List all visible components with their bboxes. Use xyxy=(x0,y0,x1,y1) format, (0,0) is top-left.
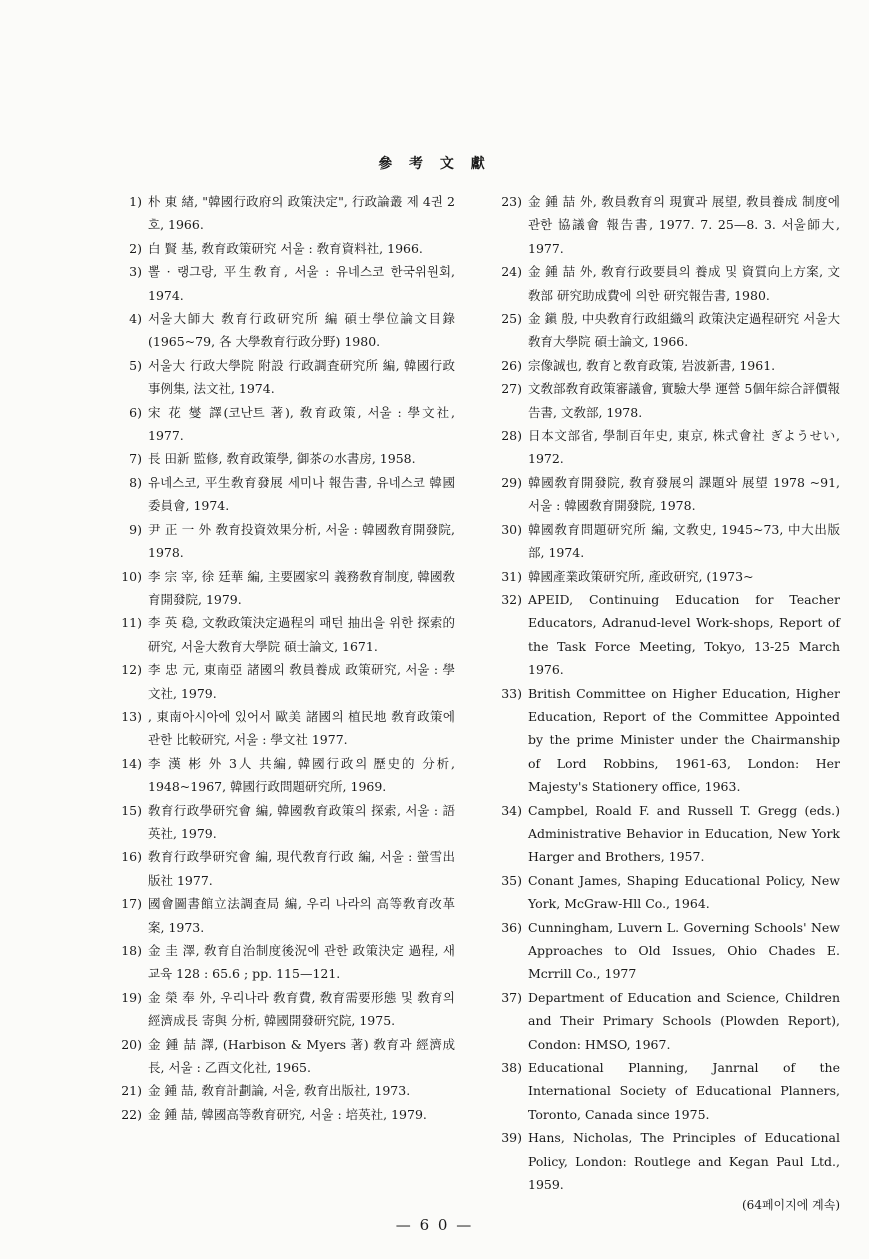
reference-text: Educational Planning, Janrnal of the International Society of Educational Planners, Toronto, Canada since 1975. xyxy=(528,1060,840,1122)
reference-number: 14) xyxy=(121,755,142,771)
reference-text: 宗像誠也, 敎育と敎育政策, 岩波新書, 1961. xyxy=(528,357,776,373)
reference-item xyxy=(110,752,455,799)
reference-number: 18) xyxy=(121,943,142,958)
reference-text: 서울大師大 敎育行政研究所 編 碩士學位論文目錄 (1965~79, 各 大學敎育行政分野) 1980. xyxy=(148,311,455,350)
reference-item xyxy=(490,354,840,377)
reference-item xyxy=(110,611,455,658)
reference-item xyxy=(110,845,455,892)
reference-text: 宋 花 燮 譯(코난트 著), 敎育政策, 서울 : 學文社, 1977. xyxy=(148,404,455,444)
reference-item xyxy=(110,471,455,518)
reference-text: 金 圭 澤, 敎育自治制度後況에 관한 政策決定 過程, 새교육 128 : 65.6 ; pp. 115—121. xyxy=(148,943,455,982)
reference-item xyxy=(490,424,840,471)
reference-number: 8) xyxy=(129,474,142,490)
reference-item xyxy=(490,799,840,869)
reference-number: 36) xyxy=(501,919,522,935)
reference-number: 15) xyxy=(121,802,142,818)
reference-number: 1) xyxy=(129,194,142,209)
reference-item xyxy=(490,190,840,260)
reference-item xyxy=(490,260,840,307)
reference-item xyxy=(110,260,455,307)
reference-item xyxy=(490,518,840,565)
reference-number: 25) xyxy=(501,311,522,327)
reference-number: 21) xyxy=(121,1083,142,1099)
reference-number: 29) xyxy=(501,474,522,490)
reference-number: 7) xyxy=(129,451,142,467)
reference-item xyxy=(490,1056,840,1126)
reference-number: 27) xyxy=(501,381,522,397)
reference-number: 6) xyxy=(129,404,142,420)
reference-text: 金 鍾 喆 外, 敎育行政要員의 養成 및 資質向上方案, 文敎部 研究助成費에 의한 研究報告書, 1980. xyxy=(528,264,840,303)
reference-text: , 東南아시아에 있어서 歐美 諸國의 植民地 敎育政策에 관한 比較研究, 서울 : 學文社 1977. xyxy=(148,708,455,748)
reference-text: 文敎部敎育政策審議會, 實驗大學 運營 5個年綜合評價報告書, 文敎部, 1978. xyxy=(528,381,840,420)
reference-item xyxy=(110,518,455,565)
reference-item xyxy=(110,705,455,752)
reference-item xyxy=(110,307,455,354)
reference-text: 金 鍾 喆, 韓國高等敎育研究, 서울 : 培英社, 1979. xyxy=(148,1106,427,1122)
reference-item xyxy=(490,869,840,916)
reference-text: 朴 東 緖, "韓國行政府의 政策決定", 行政論叢 제 4권 2호, 1966. xyxy=(148,194,455,233)
reference-item xyxy=(490,1126,840,1196)
reference-text: 李 忠 元, 東南亞 諸國의 敎員養成 政策研究, 서울 : 學文社, 1979. xyxy=(148,662,455,701)
reference-number: 28) xyxy=(501,428,522,444)
references-right-column xyxy=(490,190,840,1213)
reference-number: 33) xyxy=(501,685,522,701)
reference-item xyxy=(110,237,455,260)
page-title: 參 考 文 獻 xyxy=(378,156,491,172)
reference-item xyxy=(490,682,840,799)
reference-text: 敎育行政學研究會 編, 韓國敎育政策의 探索, 서울 : 語英社, 1979. xyxy=(148,802,455,841)
reference-text: 金 鍾 喆, 敎育計劃論, 서울, 敎育出版社, 1973. xyxy=(148,1083,411,1099)
reference-number: 32) xyxy=(501,591,522,607)
reference-number: 35) xyxy=(501,872,522,888)
reference-text: 李 宗 宰, 徐 廷華 編, 主要國家의 義務敎育制度, 韓國敎育開發院, 1979. xyxy=(148,568,455,607)
reference-number: 19) xyxy=(121,989,142,1005)
reference-text: Cunningham, Luvern L. Governing Schools' New Approaches to Old Issues, Ohio Chades E. Mcrrill Co., 1977 xyxy=(528,919,840,982)
reference-item xyxy=(110,939,455,986)
reference-number: 34) xyxy=(501,802,522,818)
reference-text: 國會圖書館立法調査局 編, 우리 나라의 高等敎育改革案, 1973. xyxy=(148,896,455,935)
reference-item xyxy=(490,565,840,588)
reference-item xyxy=(110,1103,455,1126)
reference-number: 9) xyxy=(129,521,142,537)
references-left-column xyxy=(110,190,455,1126)
reference-number: 30) xyxy=(501,521,522,537)
reference-item xyxy=(490,471,840,518)
reference-item xyxy=(110,447,455,470)
reference-number: 26) xyxy=(501,357,522,373)
reference-text: 白 賢 基, 敎育政策研究 서울 : 敎育資料社, 1966. xyxy=(148,240,423,256)
reference-item xyxy=(110,354,455,401)
reference-text: Hans, Nicholas, The Principles of Educational Policy, London: Routlege and Kegan Paul Ltd., 1959. xyxy=(528,1130,840,1193)
reference-number: 38) xyxy=(501,1060,522,1076)
reference-text: 長 田新 監修, 敎育政策學, 御茶の水書房, 1958. xyxy=(148,451,416,467)
reference-text: 뽈 · 랭그랑, 平生敎育, 서울 : 유네스코 한국위원회, 1974. xyxy=(148,264,455,303)
reference-number: 37) xyxy=(501,989,522,1005)
reference-number: 22) xyxy=(121,1106,142,1122)
reference-number: 10) xyxy=(121,568,142,584)
reference-text: 韓國敎育開發院, 敎育發展의 課題와 展望 1978 ~91, 서울 : 韓國敎育開發院, 1978. xyxy=(528,474,840,514)
reference-text: 韓國敎育問題研究所 編, 文敎史, 1945~73, 中大出版部, 1974. xyxy=(528,521,840,561)
reference-item xyxy=(110,892,455,939)
reference-number: 2) xyxy=(129,240,142,256)
reference-text: 李 英 稳, 文敎政策決定過程의 패턴 抽出을 위한 探索的 研究, 서울大敎育大學院 碩士論文, 1671. xyxy=(148,615,455,654)
reference-number: 11) xyxy=(121,615,142,631)
reference-text: 敎育行政學研究會 編, 現代敎育行政 編, 서울 : 螢雪出版社 1977. xyxy=(148,849,455,888)
reference-text: 金 榮 奉 外, 우리나라 敎育費, 敎育需要形態 및 敎育의 經濟成長 寄與 分析, 韓國開發研究院, 1975. xyxy=(148,989,455,1029)
reference-text: 李 漢 彬 外 3人 共編, 韓國行政의 歷史的 分析, 1948~1967, 韓國行政問題研究所, 1969. xyxy=(148,755,455,795)
continued-note: (64페이지에 계속) xyxy=(742,1198,840,1213)
reference-number: 17) xyxy=(121,896,142,912)
reference-item xyxy=(490,916,840,986)
reference-text: 尹 正 一 外 敎育投資效果分析, 서울 : 韓國敎育開發院, 1978. xyxy=(148,521,455,561)
reference-text: 金 鍾 喆 譯, (Harbison & Myers 著) 敎育과 經濟成長, 서울 : 乙酉文化社, 1965. xyxy=(148,1036,455,1076)
reference-item xyxy=(110,799,455,846)
reference-item xyxy=(110,401,455,448)
reference-item xyxy=(110,565,455,612)
reference-number: 24) xyxy=(501,264,522,280)
reference-text: APEID, Continuing Education for Teacher Educators, Adranud-level Work-shops, Report of the Task Force Meeting, Tokyo, 13-25 March 1976. xyxy=(528,591,840,678)
reference-text: 유네스코, 平生敎育發展 세미나 報告書, 유네스코 韓國委員會, 1974. xyxy=(148,474,455,514)
reference-number: 3) xyxy=(129,264,142,280)
reference-number: 23) xyxy=(501,194,522,209)
reference-text: 日本文部省, 學制百年史, 東京, 株式會社 ぎようせい, 1972. xyxy=(528,428,840,467)
reference-item xyxy=(110,986,455,1033)
reference-item xyxy=(110,1079,455,1102)
reference-text: 金 鎭 殷, 中央敎育行政組織의 政策決定過程研究 서울大 敎育大學院 碩士論文, 1966. xyxy=(528,311,840,350)
reference-item xyxy=(110,190,455,237)
reference-text: 韓國產業政策研究所, 產政研究, (1973~ xyxy=(528,568,754,584)
reference-text: Campbel, Roald F. and Russell T. Gregg (eds.) Administrative Behavior in Education, New York Harger and Brothers, 1957. xyxy=(528,802,840,865)
reference-number: 31) xyxy=(501,568,522,584)
reference-text: Conant James, Shaping Educational Policy, New York, McGraw-Hll Co., 1964. xyxy=(528,872,840,912)
reference-number: 5) xyxy=(129,357,142,373)
reference-number: 13) xyxy=(121,708,142,724)
reference-number: 39) xyxy=(501,1130,522,1146)
reference-number: 4) xyxy=(129,311,142,327)
reference-item xyxy=(490,307,840,354)
page-number: — 6 0 — xyxy=(395,1216,474,1234)
reference-text: Department of Education and Science, Children and Their Primary Schools (Plowden Report), Condon: HMSO, 1967. xyxy=(528,989,840,1052)
reference-item xyxy=(110,1033,455,1080)
reference-text: British Committee on Higher Education, Higher Education, Report of the Committee Appointed by the prime Minister under the Chairmanship of Lord Robbins, 1961-63, London: Her Majesty's Stationery office, 1963. xyxy=(528,685,840,795)
reference-item xyxy=(490,377,840,424)
reference-number: 20) xyxy=(121,1036,142,1052)
reference-item xyxy=(110,658,455,705)
reference-item xyxy=(490,986,840,1056)
reference-item xyxy=(490,588,840,682)
reference-number: 16) xyxy=(121,849,142,865)
reference-number: 12) xyxy=(121,662,142,678)
reference-text: 金 鍾 喆 外, 敎員敎育의 現實과 展望, 敎員養成 制度에 관한 協議會 報告書, 1977. 7. 25—8. 3. 서울師大, 1977. xyxy=(528,194,840,256)
reference-text: 서울大 行政大學院 附設 行政調査研究所 編, 韓國行政 事例集, 法文社, 1974. xyxy=(148,357,455,397)
